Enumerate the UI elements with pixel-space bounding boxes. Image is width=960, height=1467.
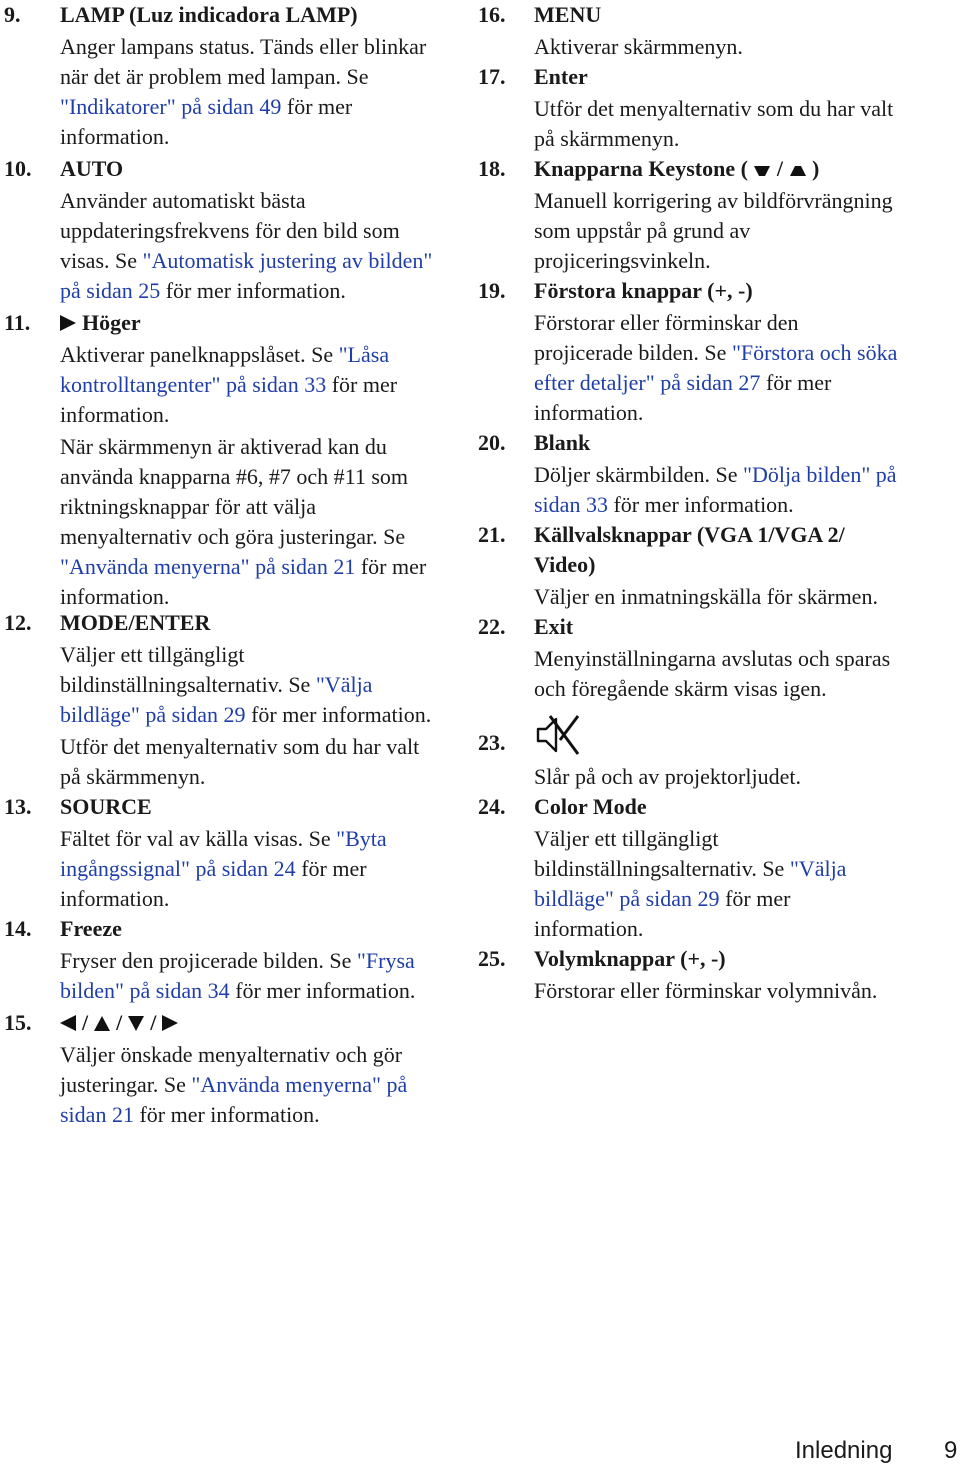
- keystone-down-icon: [753, 165, 771, 177]
- link-lock-keys-page[interactable]: kontrolltangenter" på sidan 33: [60, 372, 327, 397]
- link-lock-keys[interactable]: "Låsa: [338, 342, 390, 367]
- item-number: 25.: [478, 946, 506, 971]
- item-number: 13.: [4, 794, 32, 819]
- item-number: 24.: [478, 794, 506, 819]
- item-description: Fältet för val av källa visas. Se "Byta ingångssignal" på sidan 24 för mer information.: [60, 826, 387, 911]
- item-number: 22.: [478, 614, 506, 639]
- item-title: SOURCE: [60, 794, 152, 819]
- item-title: Volymknappar (+, -): [534, 946, 726, 971]
- item-description: Använder automatiskt bästa uppdateringsfrekvens för den bild som visas. Se "Automatisk justering av bilden" på sidan 25 för mer information.: [60, 188, 433, 303]
- item-title: Freeze: [60, 916, 122, 941]
- link-magnify[interactable]: "Förstora och söka: [731, 340, 898, 365]
- item-number: 14.: [4, 916, 32, 941]
- item-number: 23.: [478, 730, 506, 755]
- link-picture-mode[interactable]: "Välja: [315, 672, 373, 697]
- item-description: Förstorar eller förminskar den projicerade bilden. Se "Förstora och söka efter detaljer" på sidan 27 för mer information.: [534, 310, 898, 425]
- item-17: [474, 62, 954, 154]
- item-11: [0, 308, 460, 612]
- item-title: Enter: [534, 64, 588, 89]
- item-description: Slår på och av projektorljudet.: [534, 764, 801, 789]
- link-indicators[interactable]: "Indikatorer" på sidan 49: [60, 94, 282, 119]
- item-14: [0, 914, 460, 1006]
- item-20: [474, 428, 954, 520]
- link-auto-adjust[interactable]: "Automatisk justering av bilden": [142, 248, 433, 273]
- item-title: MODE/ENTER: [60, 610, 211, 635]
- item-number: 11.: [4, 310, 31, 335]
- item-description: Döljer skärmbilden. Se "Dölja bilden" på sidan 33 för mer information.: [534, 462, 897, 517]
- link-auto-adjust-page[interactable]: på sidan 25: [60, 278, 161, 303]
- item-description-2: Utför det menyalternativ som du har valt på skärmmenyn.: [60, 734, 420, 789]
- arrow-up-icon: [94, 1016, 110, 1031]
- link-picture-mode-page[interactable]: bildläge" på sidan 29: [60, 702, 246, 727]
- item-18: [474, 154, 954, 276]
- item-title: LAMP (Luz indicadora LAMP): [60, 2, 358, 27]
- arrow-down-icon: [128, 1016, 144, 1031]
- item-12: [0, 608, 460, 792]
- item-number: 16.: [478, 2, 506, 27]
- link-freeze-page[interactable]: bilden" på sidan 34: [60, 978, 230, 1003]
- item-number: 17.: [478, 64, 506, 89]
- link-switch-input-page[interactable]: ingångssignal" på sidan 24: [60, 856, 296, 881]
- link-switch-input[interactable]: "Byta: [336, 826, 387, 851]
- link-picture-mode[interactable]: "Välja: [789, 856, 847, 881]
- item-description: Väljer en inmatningskälla för skärmen.: [534, 584, 878, 609]
- item-title: AUTO: [60, 156, 124, 181]
- item-description: Utför det menyalternativ som du har valt på skärmmenyn.: [534, 96, 894, 151]
- link-using-menus-page[interactable]: sidan 21: [60, 1102, 134, 1127]
- item-number: 18.: [478, 156, 506, 181]
- item-16: [474, 0, 954, 62]
- item-title-row: Knapparna Keystone ( / ): [534, 156, 820, 181]
- page-number: 9: [944, 1437, 958, 1464]
- left-column: [0, 0, 460, 1128]
- item-13: [0, 792, 460, 914]
- arrow-right-icon: [60, 315, 76, 331]
- link-hide-image[interactable]: "Dölja bilden" på: [742, 462, 897, 487]
- item-title: Exit: [534, 614, 574, 639]
- link-using-menus[interactable]: "Använda menyerna" på sidan 21: [60, 554, 356, 579]
- item-title-row: / / /: [60, 1008, 460, 1038]
- item-22: [474, 612, 954, 704]
- item-number: 20.: [478, 430, 506, 455]
- item-23-text: [474, 762, 954, 792]
- page-footer: [780, 1437, 960, 1467]
- item-title: Color Mode: [534, 794, 647, 819]
- item-number: 15.: [4, 1010, 32, 1035]
- keystone-up-icon: [789, 165, 807, 177]
- mute-icon: [536, 714, 580, 756]
- item-9: [0, 0, 460, 152]
- item-description: Förstorar eller förminskar volymnivån.: [534, 978, 878, 1003]
- link-freeze[interactable]: "Frysa: [356, 948, 415, 973]
- item-15: [0, 1008, 460, 1130]
- link-hide-image-page[interactable]: sidan 33: [534, 492, 608, 517]
- item-title: MENU: [534, 2, 602, 27]
- item-description: Väljer ett tillgängligt bildinställningsalternativ. Se "Välja bildläge" på sidan 29 för mer information.: [60, 642, 432, 727]
- item-24: [474, 792, 954, 944]
- item-description: Väljer önskade menyalternativ och gör justeringar. Se "Använda menyerna" på sidan 21 för mer information.: [60, 1042, 408, 1127]
- item-number: 19.: [478, 278, 506, 303]
- item-21: [474, 520, 954, 612]
- link-magnify-page[interactable]: efter detaljer" på sidan 27: [534, 370, 761, 395]
- item-description: Väljer ett tillgängligt bildinställningsalternativ. Se "Välja bildläge" på sidan 29 för mer information.: [534, 826, 847, 941]
- item-number: 12.: [4, 610, 32, 635]
- item-title: Källvalsknappar (VGA 1/VGA 2/: [534, 522, 845, 547]
- item-number: 21.: [478, 522, 506, 547]
- item-description-2: När skärmmenyn är aktiverad kan du använda knapparna #6, #7 och #11 som riktningsknappar för att välja menyalternativ och göra justeringar. Se "Använda menyerna" på sidan 21 för mer information.: [60, 434, 427, 609]
- item-title-cont: Video): [534, 552, 596, 577]
- item-25: [474, 944, 954, 1006]
- item-number: 9.: [4, 2, 21, 27]
- link-using-menus[interactable]: "Använda menyerna" på: [191, 1072, 408, 1097]
- item-number: 10.: [4, 156, 32, 181]
- arrow-left-icon: [60, 1015, 76, 1031]
- right-column: [474, 0, 954, 1006]
- item-description: Fryser den projicerade bilden. Se "Frysa bilden" på sidan 34 för mer information.: [60, 948, 416, 1003]
- footer-section-title: Inledning: [795, 1437, 893, 1464]
- item-description: Manuell korrigering av bildförvrängning som uppstår på grund av projiceringsvinkeln.: [534, 188, 893, 273]
- item-description: Aktiverar panelknappslåset. Se "Låsa kontrolltangenter" på sidan 33 för mer information.: [60, 342, 398, 427]
- item-10: [0, 154, 460, 306]
- item-description: Anger lampans status. Tänds eller blinkar när det är problem med lampan. Se "Indikatorer" på sidan 49 för mer information.: [60, 34, 427, 149]
- item-19: [474, 276, 954, 428]
- arrow-right-icon: [162, 1015, 178, 1031]
- item-title: Blank: [534, 430, 591, 455]
- item-description: Menyinställningarna avslutas och sparas och föregående skärm visas igen.: [534, 646, 891, 701]
- item-title-row: Höger: [60, 308, 460, 338]
- item-description: Aktiverar skärmmenyn.: [534, 34, 743, 59]
- item-title: Förstora knappar (+, -): [534, 278, 753, 303]
- link-picture-mode-page[interactable]: bildläge" på sidan 29: [534, 886, 720, 911]
